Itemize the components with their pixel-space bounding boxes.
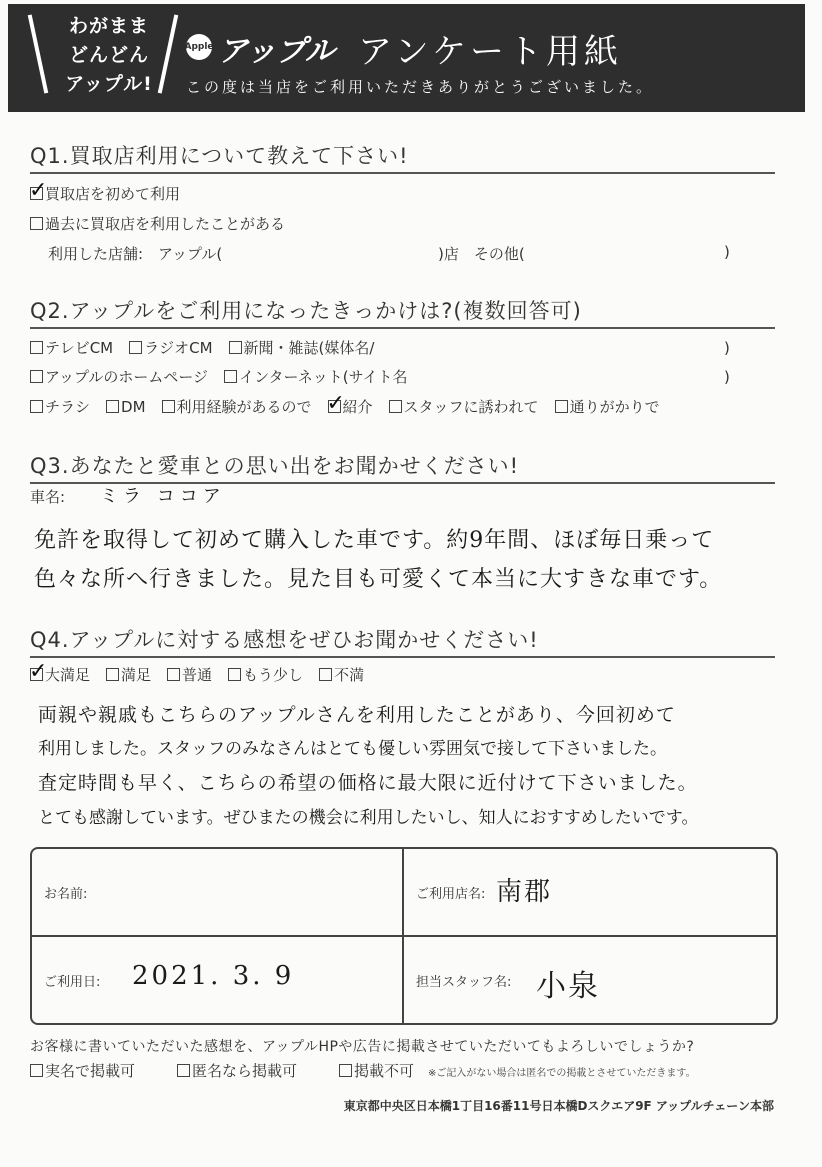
checkbox[interactable] xyxy=(228,668,241,681)
q4-comment-line-2: 利用しました。スタッフのみなさんはとても優しい雰囲気で接して下さいました。 xyxy=(38,739,667,759)
option-label: 大満足 xyxy=(45,666,91,684)
check-mark-icon: ✓ xyxy=(326,391,345,416)
checkbox[interactable] xyxy=(30,400,43,413)
q2-title: Q2.アップルをご利用になったきっかけは?(複数回答可) xyxy=(30,295,775,329)
checkbox[interactable] xyxy=(106,668,119,681)
checkbox[interactable] xyxy=(106,400,119,413)
q4-option-dissatisfied[interactable] xyxy=(319,664,364,685)
q2-option-dm[interactable] xyxy=(106,398,146,416)
store-name-label: ご利用店名: xyxy=(416,887,486,902)
store-name-value: 南郡 xyxy=(496,877,553,907)
check-mark-icon: ✓ xyxy=(29,178,48,203)
q2-option-referral[interactable] xyxy=(326,391,373,417)
checkbox[interactable] xyxy=(177,1064,190,1077)
q1-option2-label: 過去に買取店を利用したことがある xyxy=(45,215,286,233)
q1-option1-label: 買取店を初めて利用 xyxy=(45,185,181,203)
checkbox[interactable] xyxy=(30,370,43,383)
q3-memory-line-1: 免許を取得して初めて購入した車です。約9年間、ほぼ毎日乗って xyxy=(34,528,715,553)
checkbox[interactable] xyxy=(30,341,43,354)
form-title: アンケート用紙 xyxy=(358,32,622,72)
consent-anonymous[interactable] xyxy=(177,1060,297,1081)
q1-store-label: 利用した店舗: アップル( xyxy=(48,245,223,263)
checkbox[interactable] xyxy=(229,341,242,354)
publish-consent-options xyxy=(30,1060,696,1081)
date-value: 2021. 3. 9 xyxy=(132,961,295,991)
date-label: ご利用日: xyxy=(44,975,101,990)
consent-note: ※ご記入がない場合は匿名での掲載とさせていただきます。 xyxy=(428,1068,696,1079)
q2-option-staff[interactable] xyxy=(389,396,539,417)
q4-comment-line-3: 査定時間も早く、こちらの希望の価格に最大限に近付けて下さいました。 xyxy=(38,772,698,794)
q1-section xyxy=(30,140,775,174)
apple-logo-icon: Apple xyxy=(186,34,212,60)
slogan-block xyxy=(54,12,164,108)
option-label: 掲載不可 xyxy=(354,1062,415,1080)
option-label: 紹介 xyxy=(342,398,373,416)
checkbox[interactable] xyxy=(129,341,142,354)
q2-option-experience[interactable] xyxy=(162,396,312,417)
option-label: 新聞・雑誌(媒体名/ xyxy=(243,339,375,357)
checkbox[interactable] xyxy=(389,400,402,413)
q2-option-tv[interactable] xyxy=(30,337,113,358)
option-label: 普通 xyxy=(182,666,213,684)
q4-comment-line-1: 両親や親戚もこちらのアップルさんを利用したことがあり、今回初めて xyxy=(38,704,676,726)
option-label: 不満 xyxy=(334,666,365,684)
q2-option-homepage[interactable] xyxy=(30,366,208,387)
option-label: インターネット(サイト名 xyxy=(239,368,408,386)
q1-store-suffix xyxy=(438,243,525,264)
option-label: DM xyxy=(121,398,146,416)
checkbox[interactable] xyxy=(29,178,48,203)
option-label: アップルのホームページ xyxy=(45,368,209,386)
option-label: チラシ xyxy=(45,398,91,416)
checkbox[interactable] xyxy=(555,400,568,413)
header-banner xyxy=(8,4,805,112)
box-divider-horizontal xyxy=(32,935,776,937)
q2-option-internet[interactable] xyxy=(224,366,407,387)
q4-satisfaction-row xyxy=(29,659,380,685)
q3-section xyxy=(30,450,775,484)
q2-option-newspaper[interactable] xyxy=(229,337,375,358)
check-mark-icon: ✓ xyxy=(29,659,48,684)
checkbox[interactable] xyxy=(319,668,332,681)
q3-title: Q3.あなたと愛車との思い出をお聞かせください! xyxy=(30,450,775,484)
option-label: 通りがかりで xyxy=(569,398,660,416)
slogan-line-1: わがまま xyxy=(68,15,149,37)
q4-option-not-quite[interactable] xyxy=(228,664,303,685)
slogan-slash-left xyxy=(28,14,49,93)
slogan-line-3: アップル! xyxy=(65,73,153,95)
q1-store-row xyxy=(48,243,222,264)
slogan-line-2: どんどん xyxy=(68,44,149,66)
q1-title: Q1.買取店利用について教えて下さい! xyxy=(30,140,775,174)
option-label: 匿名なら掲載可 xyxy=(192,1062,298,1080)
staff-name-value: 小泉 xyxy=(536,969,600,1004)
checkbox[interactable] xyxy=(224,370,237,383)
q4-section xyxy=(30,624,775,658)
q1-store-suffix-label: )店 その他( xyxy=(438,245,525,263)
q1-close-paren: ) xyxy=(724,243,730,261)
q4-comment-line-4: とても感謝しています。ぜひまたの機会に利用したいし、知人におすすめしたいです。 xyxy=(38,808,699,828)
checkbox[interactable] xyxy=(162,400,175,413)
option-label: ラジオCM xyxy=(144,339,213,357)
brand-logo-text: アップル xyxy=(218,34,335,69)
customer-info-box xyxy=(30,847,778,1025)
q1-option-first-time[interactable] xyxy=(29,178,181,204)
checkbox[interactable] xyxy=(29,659,48,684)
q4-option-normal[interactable] xyxy=(167,664,212,685)
q3-memory-line-2: 色々な所へ行きました。見た目も可愛くて本当に大すきな車です。 xyxy=(34,567,723,592)
name-label: お名前: xyxy=(44,887,88,902)
publish-consent-question: お客様に書いていただいた感想を、アップルHPや広告に掲載させていただいてもよろしいでしょうか? xyxy=(30,1039,695,1055)
q3-car-label: 車名: xyxy=(30,488,66,506)
q2-row1-close-paren: ) xyxy=(724,339,730,357)
q1-option-used-before[interactable] xyxy=(30,213,285,234)
q4-title: Q4.アップルに対する感想をぜひお聞かせください! xyxy=(30,624,775,658)
consent-no-publish[interactable] xyxy=(339,1060,414,1081)
q2-option-flyer[interactable] xyxy=(30,396,90,417)
q2-option-passing[interactable] xyxy=(555,396,660,417)
checkbox[interactable] xyxy=(30,217,43,230)
checkbox[interactable] xyxy=(326,391,345,416)
q2-row2-close-paren: ) xyxy=(724,368,730,386)
q2-row-1 xyxy=(30,337,390,358)
q2-row-3 xyxy=(30,391,660,417)
option-label: 実名で掲載可 xyxy=(45,1062,136,1080)
checkbox[interactable] xyxy=(167,668,180,681)
q2-row-2 xyxy=(30,366,424,387)
staff-name-label: 担当スタッフ名: xyxy=(416,975,512,990)
header-subtitle: この度は当店をご利用いただきありがとうございました。 xyxy=(186,78,655,96)
option-label: もう少し xyxy=(243,666,304,684)
q3-car-name: ミラ ココア xyxy=(100,486,226,507)
q2-option-radio[interactable] xyxy=(129,337,212,358)
option-label: 利用経験があるので xyxy=(176,398,312,416)
checkbox[interactable] xyxy=(339,1064,352,1077)
option-label: テレビCM xyxy=(45,339,114,357)
checkbox[interactable] xyxy=(30,1064,43,1077)
consent-real-name[interactable] xyxy=(30,1060,135,1081)
q2-section xyxy=(30,295,775,329)
option-label: 満足 xyxy=(121,666,152,684)
company-address: 東京都中央区日本橋1丁目16番11号日本橋Dスクエア9F アップルチェーン本部 xyxy=(343,1099,774,1113)
q4-option-satisfied[interactable] xyxy=(106,664,151,685)
option-label: スタッフに誘われて xyxy=(403,398,539,416)
q4-option-very-satisfied[interactable] xyxy=(29,659,91,685)
